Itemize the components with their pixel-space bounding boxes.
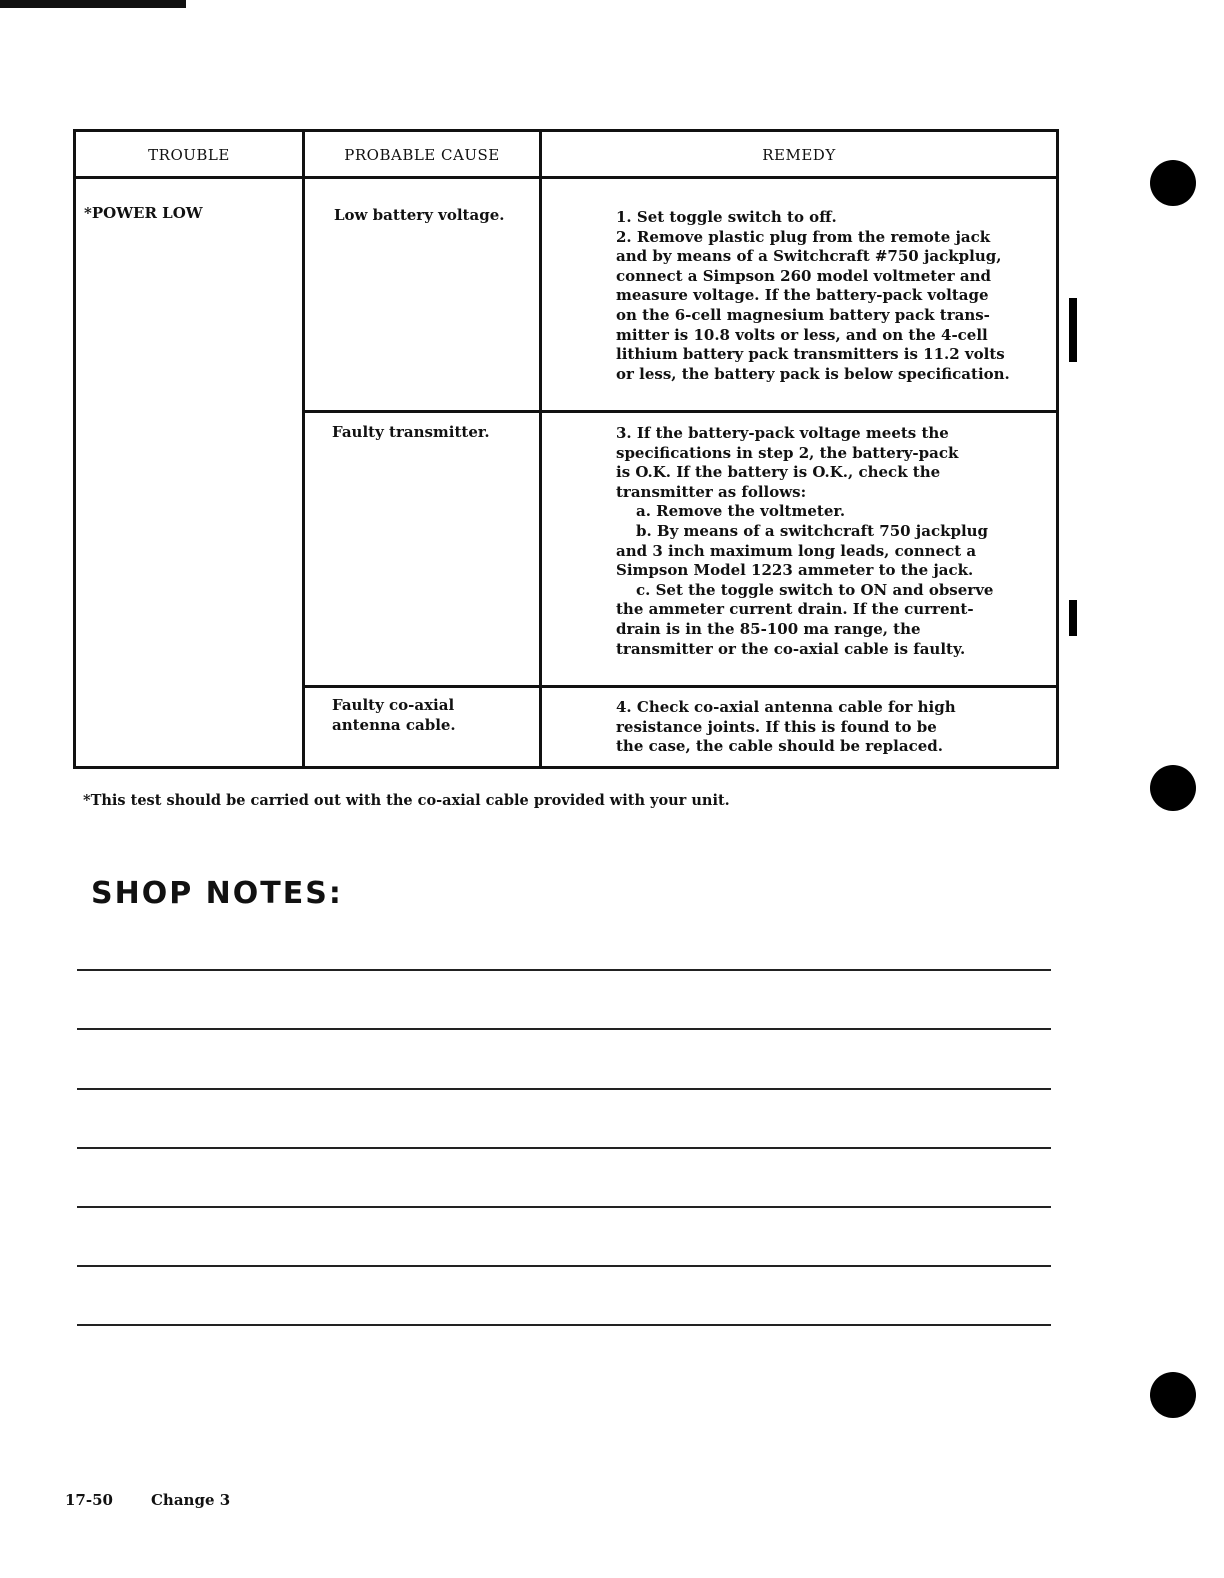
cause-faulty-transmitter: Faulty transmitter. bbox=[332, 423, 490, 441]
remedy-line: Simpson Model 1223 ammeter to the jack. bbox=[616, 561, 974, 580]
remedy-1 bbox=[616, 208, 1010, 384]
remedy-line: 1. Set toggle switch to off. bbox=[616, 208, 837, 226]
row-divider-2 bbox=[302, 685, 1056, 688]
remedy-line: measure voltage. If the battery-pack voltage bbox=[616, 286, 989, 305]
header-probable-cause: PROBABLE CAUSE bbox=[344, 146, 500, 164]
header-trouble: TROUBLE bbox=[148, 146, 230, 164]
remedy-line: connect a Simpson 260 model voltmeter and bbox=[616, 266, 992, 285]
remedy-line: the case, the cable should be replaced. bbox=[616, 737, 943, 756]
punch-hole-icon bbox=[1150, 765, 1196, 811]
remedy-line: the ammeter current drain. If the current- bbox=[616, 600, 974, 619]
remedy-line: on the 6-cell magnesium battery pack trans- bbox=[616, 305, 990, 324]
row-divider-1 bbox=[302, 410, 1056, 413]
remedy-2 bbox=[616, 424, 993, 659]
note-line bbox=[77, 1265, 1051, 1267]
change-bar bbox=[1069, 600, 1077, 636]
remedy-line: 2. Remove plastic plug from the remote jack bbox=[616, 227, 991, 246]
remedy-line: 4. Check co-axial antenna cable for high bbox=[616, 698, 956, 716]
note-line bbox=[77, 969, 1051, 971]
page-number: 17-50 bbox=[65, 1491, 113, 1509]
change-label: Change 3 bbox=[150, 1491, 231, 1509]
remedy-line: lithium battery pack transmitters is 11.2 volts bbox=[616, 345, 1005, 364]
header-remedy: REMEDY bbox=[762, 146, 836, 164]
column-divider-1 bbox=[302, 132, 305, 766]
header-divider bbox=[76, 176, 1056, 179]
remedy-line: a. Remove the voltmeter. bbox=[636, 502, 846, 521]
remedy-line: resistance joints. If this is found to be bbox=[616, 717, 937, 736]
cause-faulty-cable bbox=[332, 696, 456, 735]
cause-low-battery: Low battery voltage. bbox=[334, 206, 505, 224]
remedy-3 bbox=[616, 698, 956, 757]
punch-hole-icon bbox=[1150, 160, 1196, 206]
top-edge-bar bbox=[0, 0, 186, 8]
page-footer bbox=[65, 1491, 230, 1509]
cause-line: Faulty co-axial bbox=[332, 696, 455, 714]
remedy-line: mitter is 10.8 volts or less, and on the 4-cell bbox=[616, 325, 988, 344]
punch-hole-icon bbox=[1150, 1372, 1196, 1418]
cause-line: antenna cable. bbox=[332, 715, 456, 734]
remedy-line: and by means of a Switchcraft #750 jackplug, bbox=[616, 247, 1002, 266]
column-divider-2 bbox=[539, 132, 542, 766]
note-line bbox=[77, 1206, 1051, 1208]
remedy-line: transmitter or the co-axial cable is faulty. bbox=[616, 639, 966, 658]
remedy-line: b. By means of a switchcraft 750 jackplug bbox=[636, 521, 989, 540]
remedy-line: specifications in step 2, the battery-pack bbox=[616, 443, 959, 462]
shop-notes-title: SHOP NOTES: bbox=[91, 876, 343, 911]
note-line bbox=[77, 1088, 1051, 1090]
note-line bbox=[77, 1324, 1051, 1326]
remedy-line: drain is in the 85-100 ma range, the bbox=[616, 619, 921, 638]
note-line bbox=[77, 1147, 1051, 1149]
remedy-line: and 3 inch maximum long leads, connect a bbox=[616, 541, 977, 560]
remedy-line: or less, the battery pack is below specification. bbox=[616, 364, 1010, 383]
remedy-line: c. Set the toggle switch to ON and observe bbox=[636, 580, 994, 599]
footnote: *This test should be carried out with the co-axial cable provided with your unit. bbox=[83, 792, 730, 809]
trouble-power-low: *POWER LOW bbox=[84, 204, 203, 222]
trouble-table bbox=[73, 129, 1059, 769]
remedy-line: 3. If the battery-pack voltage meets the bbox=[616, 424, 949, 442]
remedy-line: transmitter as follows: bbox=[616, 482, 807, 501]
remedy-line: is O.K. If the battery is O.K., check the bbox=[616, 463, 941, 482]
note-line bbox=[77, 1028, 1051, 1030]
change-bar bbox=[1069, 298, 1077, 362]
